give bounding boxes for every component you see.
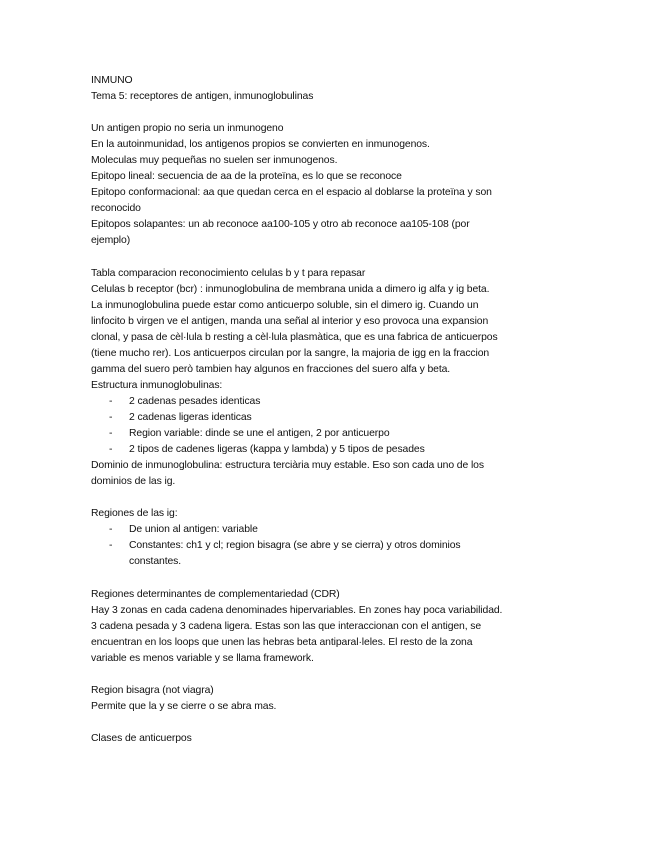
- estructura-list: [91, 394, 569, 458]
- bullet-dash: -: [109, 428, 113, 440]
- bullet-dash: -: [109, 395, 113, 407]
- list-item: [91, 442, 569, 458]
- text-line: (tiene mucho rer). Los anticuerpos circulan por la sangre, la majoria de igg en la fraccion: [91, 347, 490, 359]
- section-heading: Regiones determinantes de complementariedad (CDR): [91, 588, 340, 600]
- list-item-text: Constantes: ch1 y cl; region bisagra (se abre y se cierra) y otros dominios: [129, 540, 461, 552]
- list-item: [91, 522, 569, 538]
- regiones-list: [91, 522, 569, 570]
- list-item-text: constantes.: [129, 556, 182, 568]
- bullet-dash: -: [109, 524, 113, 536]
- text-line: Epitopos solapantes: un ab reconoce aa100-105 y otro ab reconoce aa105-108 (por: [91, 219, 470, 231]
- section-heading: Clases de anticuerpos: [91, 732, 192, 744]
- text-line: reconocido: [91, 203, 141, 215]
- doc-title: INMUNO: [91, 75, 133, 86]
- section-heading: Estructura inmunoglobulinas:: [91, 379, 223, 391]
- text-line: La inmunoglobulina puede estar como anticuerpo soluble, sin el dimero ig. Cuando un: [91, 299, 479, 311]
- blank-line: [91, 250, 569, 266]
- blank-line: [91, 667, 569, 683]
- text-line: linfocito b virgen ve el antigen, manda una señal al interior y eso provoca una expansion: [91, 315, 489, 327]
- bullet-dash: -: [109, 444, 113, 456]
- text-line: Moleculas muy pequeñas no suelen ser inmunogenos.: [91, 155, 338, 167]
- text-line: variable es menos variable y se llama framework.: [91, 652, 314, 664]
- blank-line: [91, 105, 569, 121]
- doc-subtitle: Tema 5: receptores de antigen, inmunoglobulinas: [91, 91, 314, 103]
- text-line: dominios de las ig.: [91, 476, 176, 488]
- list-item-text: 2 cadenas ligeras identicas: [129, 411, 252, 423]
- text-line: ejemplo): [91, 235, 131, 247]
- text-line: gamma del suero però tambien hay algunos en fracciones del suero alfa y beta.: [91, 363, 451, 375]
- text-line: Hay 3 zonas en cada cadena denominades hipervariables. En zones hay poca variabilidad.: [91, 604, 503, 616]
- bullet-dash: -: [109, 540, 113, 552]
- blank-line: [91, 490, 569, 506]
- section-heading: Region bisagra (not viagra): [91, 684, 214, 696]
- list-item: [91, 426, 569, 442]
- text-line: Permite que la y se cierre o se abra mas.: [91, 700, 277, 712]
- blank-line: [91, 715, 569, 731]
- text-line: Celulas b receptor (bcr) : inmunoglobulina de membrana unida a dimero ig alfa y ig beta.: [91, 283, 490, 295]
- text-line: clonal, y pasa de cèl·lula b resting a cèl·lula plasmàtica, que es una fabrica de anticuerpos: [91, 331, 498, 343]
- text-line: Tabla comparacion reconocimiento celulas b y t para repasar: [91, 267, 366, 279]
- list-item: [91, 538, 569, 570]
- list-item-text: Region variable: dinde se une el antigen, 2 por anticuerpo: [129, 428, 390, 440]
- list-item-text: 2 cadenas pesades identicas: [129, 395, 261, 407]
- text-line: Epitopo lineal: secuencia de aa de la proteïna, es lo que se reconoce: [91, 171, 402, 183]
- text-line: Un antigen propio no seria un inmunogeno: [91, 123, 284, 135]
- document-page: [91, 73, 569, 747]
- blank-line: [91, 570, 569, 586]
- bullet-dash: -: [109, 411, 113, 423]
- text-line: En la autoinmunidad, los antigenos propios se convierten en inmunogenos.: [91, 139, 430, 151]
- text-line: encuentran en los loops que unen las hebras beta antiparal·leles. El resto de la zona: [91, 636, 473, 648]
- text-line: 3 cadena pesada y 3 cadena ligera. Estas son las que interaccionan con el antigen, se: [91, 620, 482, 632]
- text-line: Epitopo conformacional: aa que quedan cerca en el espacio al doblarse la proteïna y son: [91, 187, 492, 199]
- list-item: [91, 394, 569, 410]
- list-item-text: De union al antigen: variable: [129, 524, 258, 536]
- list-item: [91, 410, 569, 426]
- section-heading: Regiones de las ig:: [91, 508, 178, 520]
- list-item-text: 2 tipos de cadenes ligeras (kappa y lambda) y 5 tipos de pesades: [129, 444, 425, 456]
- text-line: Dominio de inmunoglobulina: estructura terciària muy estable. Eso son cada uno de los: [91, 460, 484, 472]
